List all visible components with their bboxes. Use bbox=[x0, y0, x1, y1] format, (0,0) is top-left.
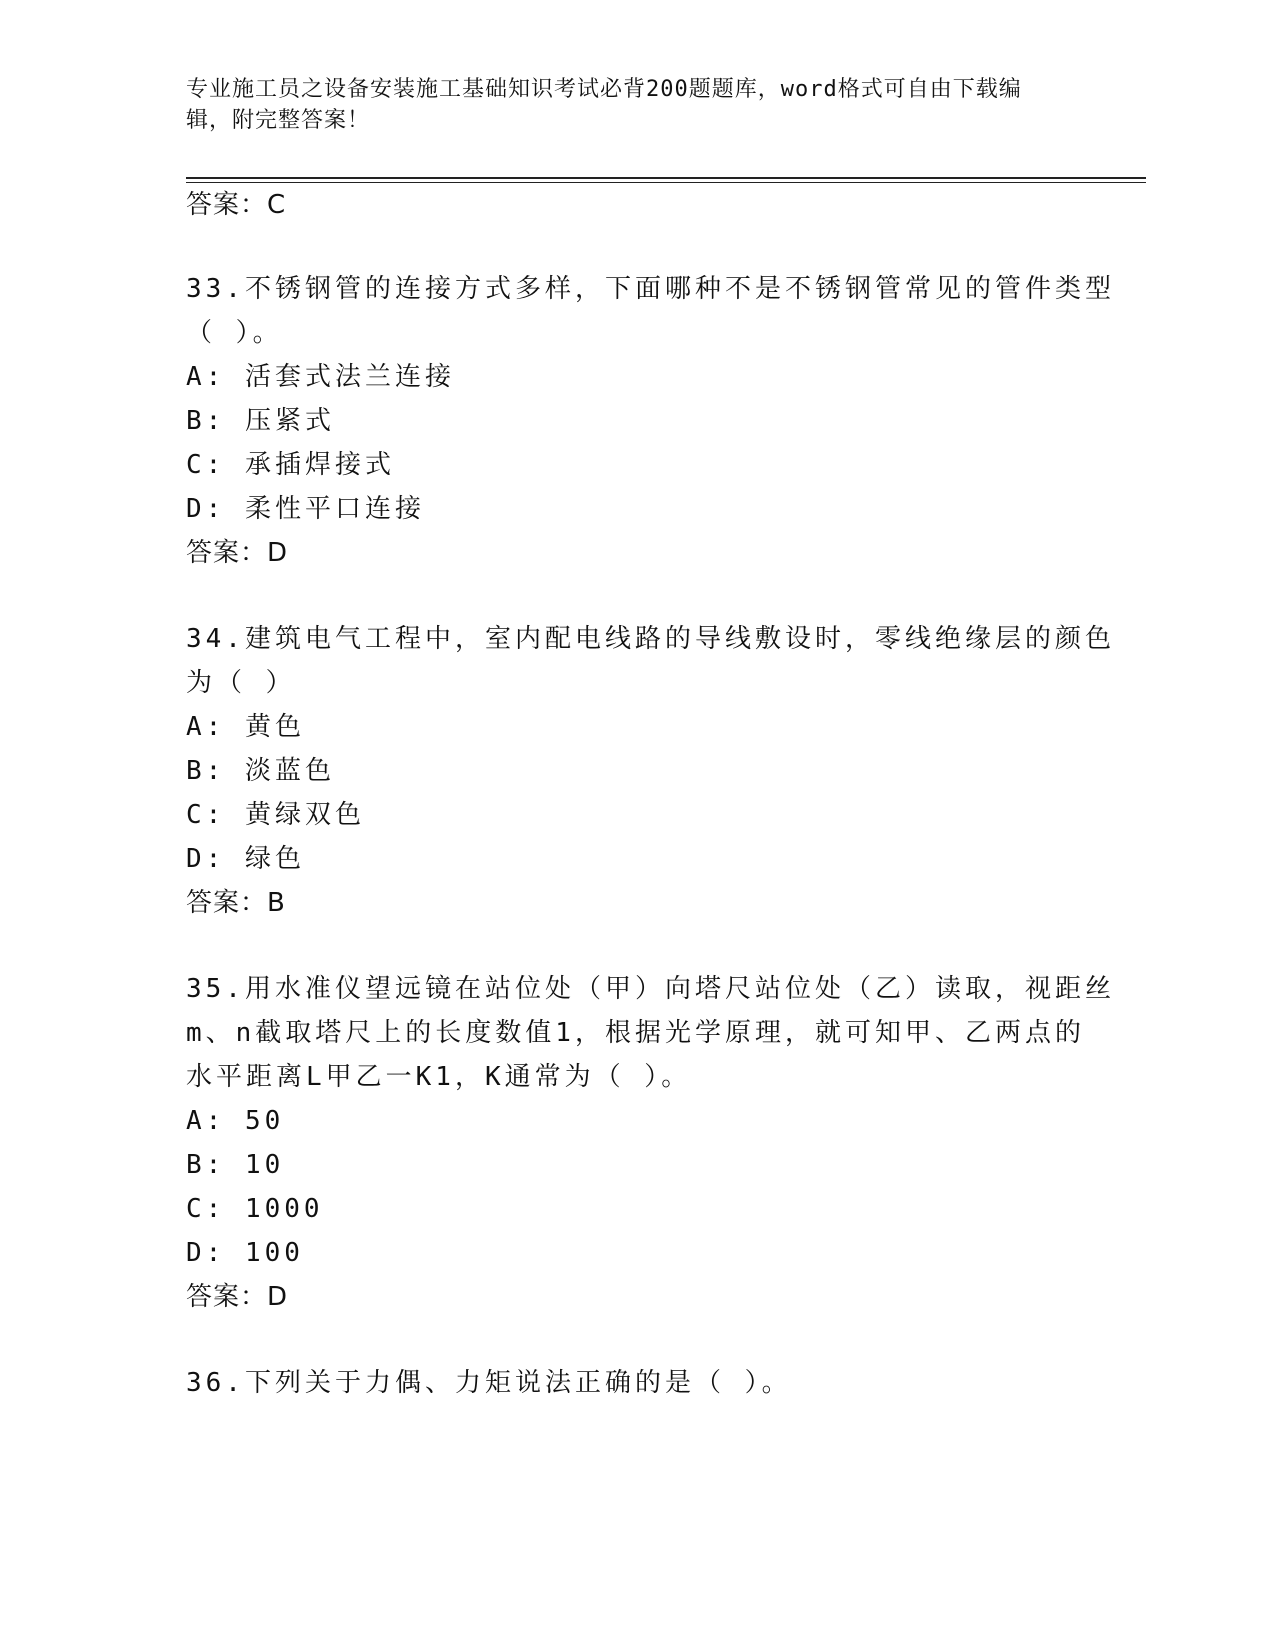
question-35-option-d: D: 100 bbox=[186, 1238, 304, 1268]
question-34-option-c: C: 黄绿双色 bbox=[186, 800, 365, 830]
question-33-answer: 答案：D bbox=[186, 538, 289, 568]
question-35-option-b: B: 10 bbox=[186, 1150, 285, 1180]
question-35-text-line2: m、n截取塔尺上的长度数值1，根据光学原理，就可知甲、乙两点的 bbox=[186, 1018, 1085, 1048]
question-35-option-c: C: 1000 bbox=[186, 1194, 324, 1224]
question-33-option-d: D: 柔性平口连接 bbox=[186, 494, 425, 524]
question-33-text-line1: 33.不锈钢管的连接方式多样，下面哪种不是不锈钢管常见的管件类型 bbox=[186, 274, 1115, 304]
question-35-answer: 答案：D bbox=[186, 1282, 289, 1312]
header-divider-thin bbox=[186, 182, 1146, 183]
question-36-text-line1: 36.下列关于力偶、力矩说法正确的是（ ）。 bbox=[186, 1368, 792, 1398]
question-33-text-line2: （ ）。 bbox=[186, 318, 283, 348]
question-33-option-c: C: 承插焊接式 bbox=[186, 450, 395, 480]
document-header: 专业施工员之设备安装施工基础知识考试必背200题题库，word格式可自由下载编辑，附完整答案！ bbox=[186, 77, 1022, 133]
question-34-text-line1: 34.建筑电气工程中，室内配电线路的导线敷设时，零线绝缘层的颜色 bbox=[186, 624, 1115, 654]
question-34-option-a: A: 黄色 bbox=[186, 712, 305, 742]
question-34-answer: 答案：B bbox=[186, 888, 286, 918]
question-33-option-a: A: 活套式法兰连接 bbox=[186, 362, 455, 392]
question-35-option-a: A: 50 bbox=[186, 1106, 285, 1136]
question-35-text-line1: 35.用水准仪望远镜在站位处（甲）向塔尺站位处（乙）读取，视距丝 bbox=[186, 974, 1115, 1004]
header-divider-thick bbox=[186, 177, 1146, 179]
question-35-text-line3: 水平距离L甲乙一K1，K通常为（ ）。 bbox=[186, 1062, 692, 1092]
answer-previous: 答案：C bbox=[186, 190, 287, 220]
question-34-option-b: B: 淡蓝色 bbox=[186, 756, 335, 786]
question-34-text-line2: 为（ ） bbox=[186, 668, 296, 698]
question-33-option-b: B: 压紧式 bbox=[186, 406, 335, 436]
question-34-option-d: D: 绿色 bbox=[186, 844, 305, 874]
